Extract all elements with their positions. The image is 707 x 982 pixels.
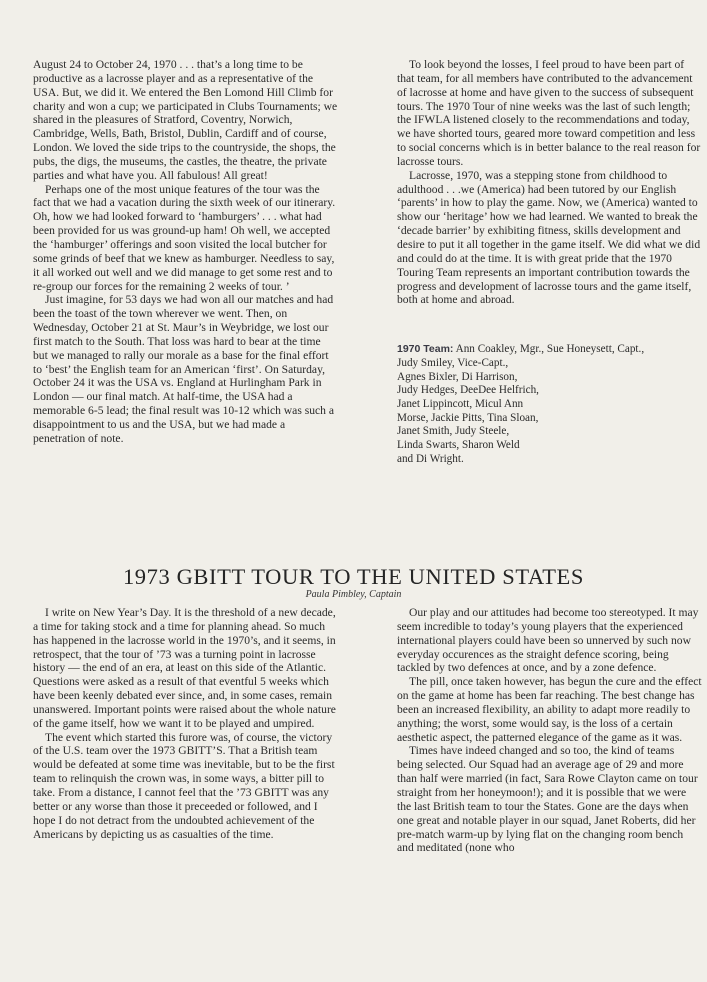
team-roster — [397, 343, 707, 466]
team-line: Janet Lippincott, Micul Ann — [397, 398, 524, 410]
paragraph: To look beyond the losses, I feel proud to have been part of that team, for all members have contributed to the advancement of lacrosse at home and have given to the success of subsequent tours. The 1970 Tour of nine weeks was the last of such length; the IFWLA listened closely to the recommendations and today, we have shorted tours, geared more toward competition and less to social concerns which is in better balance to the real reason for lacrosse tours. — [397, 58, 701, 168]
team-member-text: Ann Coakley, Mgr., Sue Honeysett, Capt., — [455, 343, 645, 356]
team-line: Morse, Jackie Pitts, Tina Sloan, — [397, 411, 539, 424]
paragraph: The pill, once taken however, has begun the cure and the effect on the game at home has been far reaching. The best change has been an increased flexibility, an ability to adapt more readily to anything; the worst, some would say, is the loss of a certain aesthetic aspect, the patterned elegance of the game as it was. — [397, 675, 702, 744]
section-title: 1973 GBITT TOUR TO THE UNITED STATES — [122, 564, 585, 589]
article-1973-right-column — [397, 606, 702, 855]
team-line: Linda Swarts, Sharon Weld — [397, 439, 520, 452]
paragraph: I write on New Year’s Day. It is the threshold of a new decade, a time for taking stock and a time for planning ahead. So much has happened in the lacrosse world in the 1970’s, and it seems, in retrospect, that the tour of ’73 was a turning point in lacrosse history — the end of an era, at least on this side of the Atlantic. Questions were asked as a result of that eventful 5 weeks which have been keenly debated ever since, and, in some cases, remain unanswered. Important points were raised about the whole nature of the game itself, how we want it to be played and umpired. — [33, 606, 336, 730]
team-line: Judy Hedges, DeeDee Helfrich, — [397, 384, 539, 397]
byline: Paula Pimbley, Captain — [305, 589, 402, 600]
article-1970-right-column — [397, 58, 702, 467]
team-line: Agnes Bixler, Di Harrison, — [397, 370, 518, 383]
paragraph: Our play and our attitudes had become too stereotyped. It may seem incredible to today’s young players that the experienced international players could have been so unnerved by such now everyday occurences as the straight defence scoring, being tackled by two defences at once, and by a zone defence. — [397, 606, 699, 675]
paragraph: The event which started this furore was, of course, the victory of the U.S. team over the 1973 GBITT’S. That a British team would be defeated at some time was inevitable, but to be the first team to relinquish the crown was, in some ways, a bitter pill to take. From a distance, I cannot feel that the ’73 GBITT was any better or any worse than those it preceeded or followed, and I hope I do not detract from the undoubted achievement of the Americans by depicting us as casualties of the time. — [33, 730, 335, 841]
article-1973-left-column — [33, 606, 338, 841]
paragraph: Perhaps one of the most unique features of the tour was the fact that we had a vacation during the sixth week of our itinerary. Oh, how we had looked forward to ‘hamburgers’ . . . what had been provided for us was ground-up ham! Oh well, we accepted the ‘hamburger’ offerings and soon visited the local butcher for some grinds of beef that we knew as hamburger. Needless to say, it all worked out well and we did manage to get some rest and to re-group our forces for the remaining 2 weeks of tour. ’ — [33, 182, 336, 293]
paragraph: August 24 to October 24, 1970 . . . that’s a long time to be productive as a lacrosse player and as a representative of the USA. But, we did it. We entered the Ben Lomond Hill Climb for charity and won a cup; we participated in Clubs Tournaments; we shared in the pleasures of Stratford, Coventry, Norwich, Cambridge, Wells, Bath, Bristol, Dublin, Cardiff and of course, London. We loved the side trips to the countryside, the shops, the pubs, the digs, the museums, the castles, the theatre, the private parties and what have you. All fabulous! All great! — [33, 58, 338, 182]
article-1970-left-column — [33, 58, 338, 446]
paragraph: Lacrosse, 1970, was a stepping stone from childhood to adulthood . . .we (America) had been tutored by our English ‘parents’ in how to play the game. Now, we (America) wanted to show our ‘heritage’ how we had learned. We wanted to break the ‘decade barrier’ by exhibiting fitness, skills development and desire to put it all together in the game itself. We did what we did and could do at the time. It is with great pride that the 1970 Touring Team represents an important contribution towards the progress and development of lacrosse tours and the game itself, both at home and abroad. — [397, 168, 701, 307]
team-label: 1970 Team: — [397, 343, 454, 356]
paragraph: Just imagine, for 53 days we had won all our matches and had been the toast of the town wherever we went. Then, on Wednesday, October 21 at St. Maur’s in Weybridge, we lost our first match to the South. That loss was hard to bear at the time but we managed to rally our morale as a base for the final effort to ‘best’ the English team for an American ‘first’. On Saturday, October 24 it was the USA vs. England at Hurlingham Park in London — our final match. At half-time, the USA had a memorable 6-5 lead; the final result was 10-12 which was such a disappointment to us and the USA, but we had made a penetration of note. — [33, 293, 335, 445]
team-line: and Di Wright. — [397, 452, 464, 465]
paragraph: Times have indeed changed and so too, the kind of teams being selected. Our Squad had an average age of 29 and more than half were married (in fact, Sara Rowe Clayton came on tour straight from her honeymoon!); and it is possible that we were the last British team to tour the States. Gone are the days when one great and notable player in our squad, Janet Roberts, did her pre-match warm-up by lying flat on the changing room bench and meditated (none who — [397, 744, 698, 855]
team-line: Janet Smith, Judy Steele, — [397, 425, 510, 438]
team-line — [397, 343, 707, 357]
team-line: Judy Smiley, Vice-Capt., — [397, 356, 509, 369]
